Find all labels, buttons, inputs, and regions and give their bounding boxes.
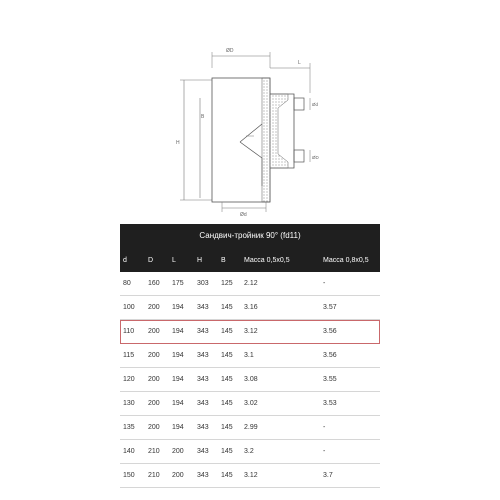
table-cell: 194 — [172, 400, 184, 407]
table-cell: 145 — [221, 424, 233, 431]
table-cell: 3.7 — [323, 472, 333, 479]
table-cell: 135 — [123, 424, 135, 431]
table-cell: 130 — [123, 400, 135, 407]
dim-label-top: ØD — [226, 48, 234, 54]
table-cell: 3.2 — [244, 448, 254, 455]
table-cell: 145 — [221, 352, 233, 359]
column-header: Масса 0,8х0,5 — [323, 257, 369, 264]
table-cell: - — [323, 280, 326, 287]
table-row — [120, 440, 380, 464]
table-cell: 194 — [172, 424, 184, 431]
table-cell: 3.08 — [244, 376, 258, 383]
table-cell: 145 — [221, 304, 233, 311]
table-cell: 343 — [197, 352, 209, 359]
table-cell: 343 — [197, 448, 209, 455]
column-header: L — [172, 257, 176, 264]
table-cell: 343 — [197, 304, 209, 311]
table-row — [120, 344, 380, 368]
table-cell: 3.16 — [244, 304, 258, 311]
dim-label-H: H — [176, 140, 180, 146]
column-header: Масса 0,5х0,5 — [244, 257, 290, 264]
table-cell: 210 — [148, 448, 160, 455]
dim-label-B: B — [201, 114, 205, 120]
table-cell: 175 — [172, 280, 184, 287]
table-cell: 2.99 — [244, 424, 258, 431]
table-cell: 194 — [172, 304, 184, 311]
table-cell: 3.12 — [244, 472, 258, 479]
table-cell: 343 — [197, 376, 209, 383]
tee-technical-drawing — [170, 38, 340, 220]
column-header: B — [221, 257, 226, 264]
table-cell: 200 — [148, 376, 160, 383]
table-cell: 125 — [221, 280, 233, 287]
dim-label-branch-top: Ød — [312, 102, 319, 107]
table-cell: 110 — [123, 328, 135, 335]
table-cell: 140 — [123, 448, 135, 455]
table-row — [120, 296, 380, 320]
table-cell: 145 — [221, 328, 233, 335]
table-cell: 343 — [197, 400, 209, 407]
table-cell: 145 — [221, 376, 233, 383]
table-cell: 3.55 — [323, 376, 337, 383]
column-header: H — [197, 257, 203, 264]
table-cell: 200 — [148, 352, 160, 359]
table-cell: 3.02 — [244, 400, 258, 407]
table-cell: 3.1 — [244, 352, 254, 359]
table-cell: 200 — [148, 328, 160, 335]
table-title: Сандвич-тройник 90° (fd11) — [120, 224, 380, 248]
table-cell: 2.12 — [244, 280, 258, 287]
table-cell: 100 — [123, 304, 135, 311]
table-cell: 3.56 — [323, 328, 337, 335]
dim-label-branch-bottom: ØD — [312, 155, 319, 160]
table-cell: 120 — [123, 376, 135, 383]
table-cell: 303 — [197, 280, 209, 287]
table-cell: 150 — [123, 472, 135, 479]
table-cell: - — [323, 448, 326, 455]
table-cell: 194 — [172, 376, 184, 383]
table-cell: 3.57 — [323, 304, 337, 311]
table-cell: 145 — [221, 472, 233, 479]
table-cell: 194 — [172, 328, 184, 335]
table-body — [120, 272, 380, 488]
table-cell: 343 — [197, 472, 209, 479]
table-cell: 80 — [123, 280, 131, 287]
table-cell: 3.56 — [323, 352, 337, 359]
table-cell: 115 — [123, 352, 135, 359]
table-cell: 194 — [172, 352, 184, 359]
table-cell: - — [323, 424, 326, 431]
table-cell: 3.53 — [323, 400, 337, 407]
table-row — [120, 416, 380, 440]
table-cell: 210 — [148, 472, 160, 479]
dim-label-bottom: Ød — [240, 212, 247, 218]
table-row — [120, 368, 380, 392]
column-header: D — [148, 257, 154, 264]
table-row — [120, 392, 380, 416]
specs-table — [120, 224, 380, 488]
table-cell: 3.12 — [244, 328, 258, 335]
column-header: d — [123, 257, 127, 264]
table-row — [120, 272, 380, 296]
table-cell: 343 — [197, 424, 209, 431]
table-cell: 145 — [221, 400, 233, 407]
table-cell: 200 — [172, 472, 184, 479]
table-cell: 343 — [197, 328, 209, 335]
table-cell: 200 — [148, 304, 160, 311]
tee-drawing-svg — [170, 38, 340, 220]
table-row — [120, 464, 380, 488]
table-cell: 200 — [172, 448, 184, 455]
table-header-row — [120, 248, 380, 272]
table-cell: 200 — [148, 424, 160, 431]
table-cell: 160 — [148, 280, 160, 287]
table-cell: 145 — [221, 448, 233, 455]
table-row-highlighted — [120, 320, 380, 344]
dim-label-L: L — [298, 60, 301, 66]
table-cell: 200 — [148, 400, 160, 407]
